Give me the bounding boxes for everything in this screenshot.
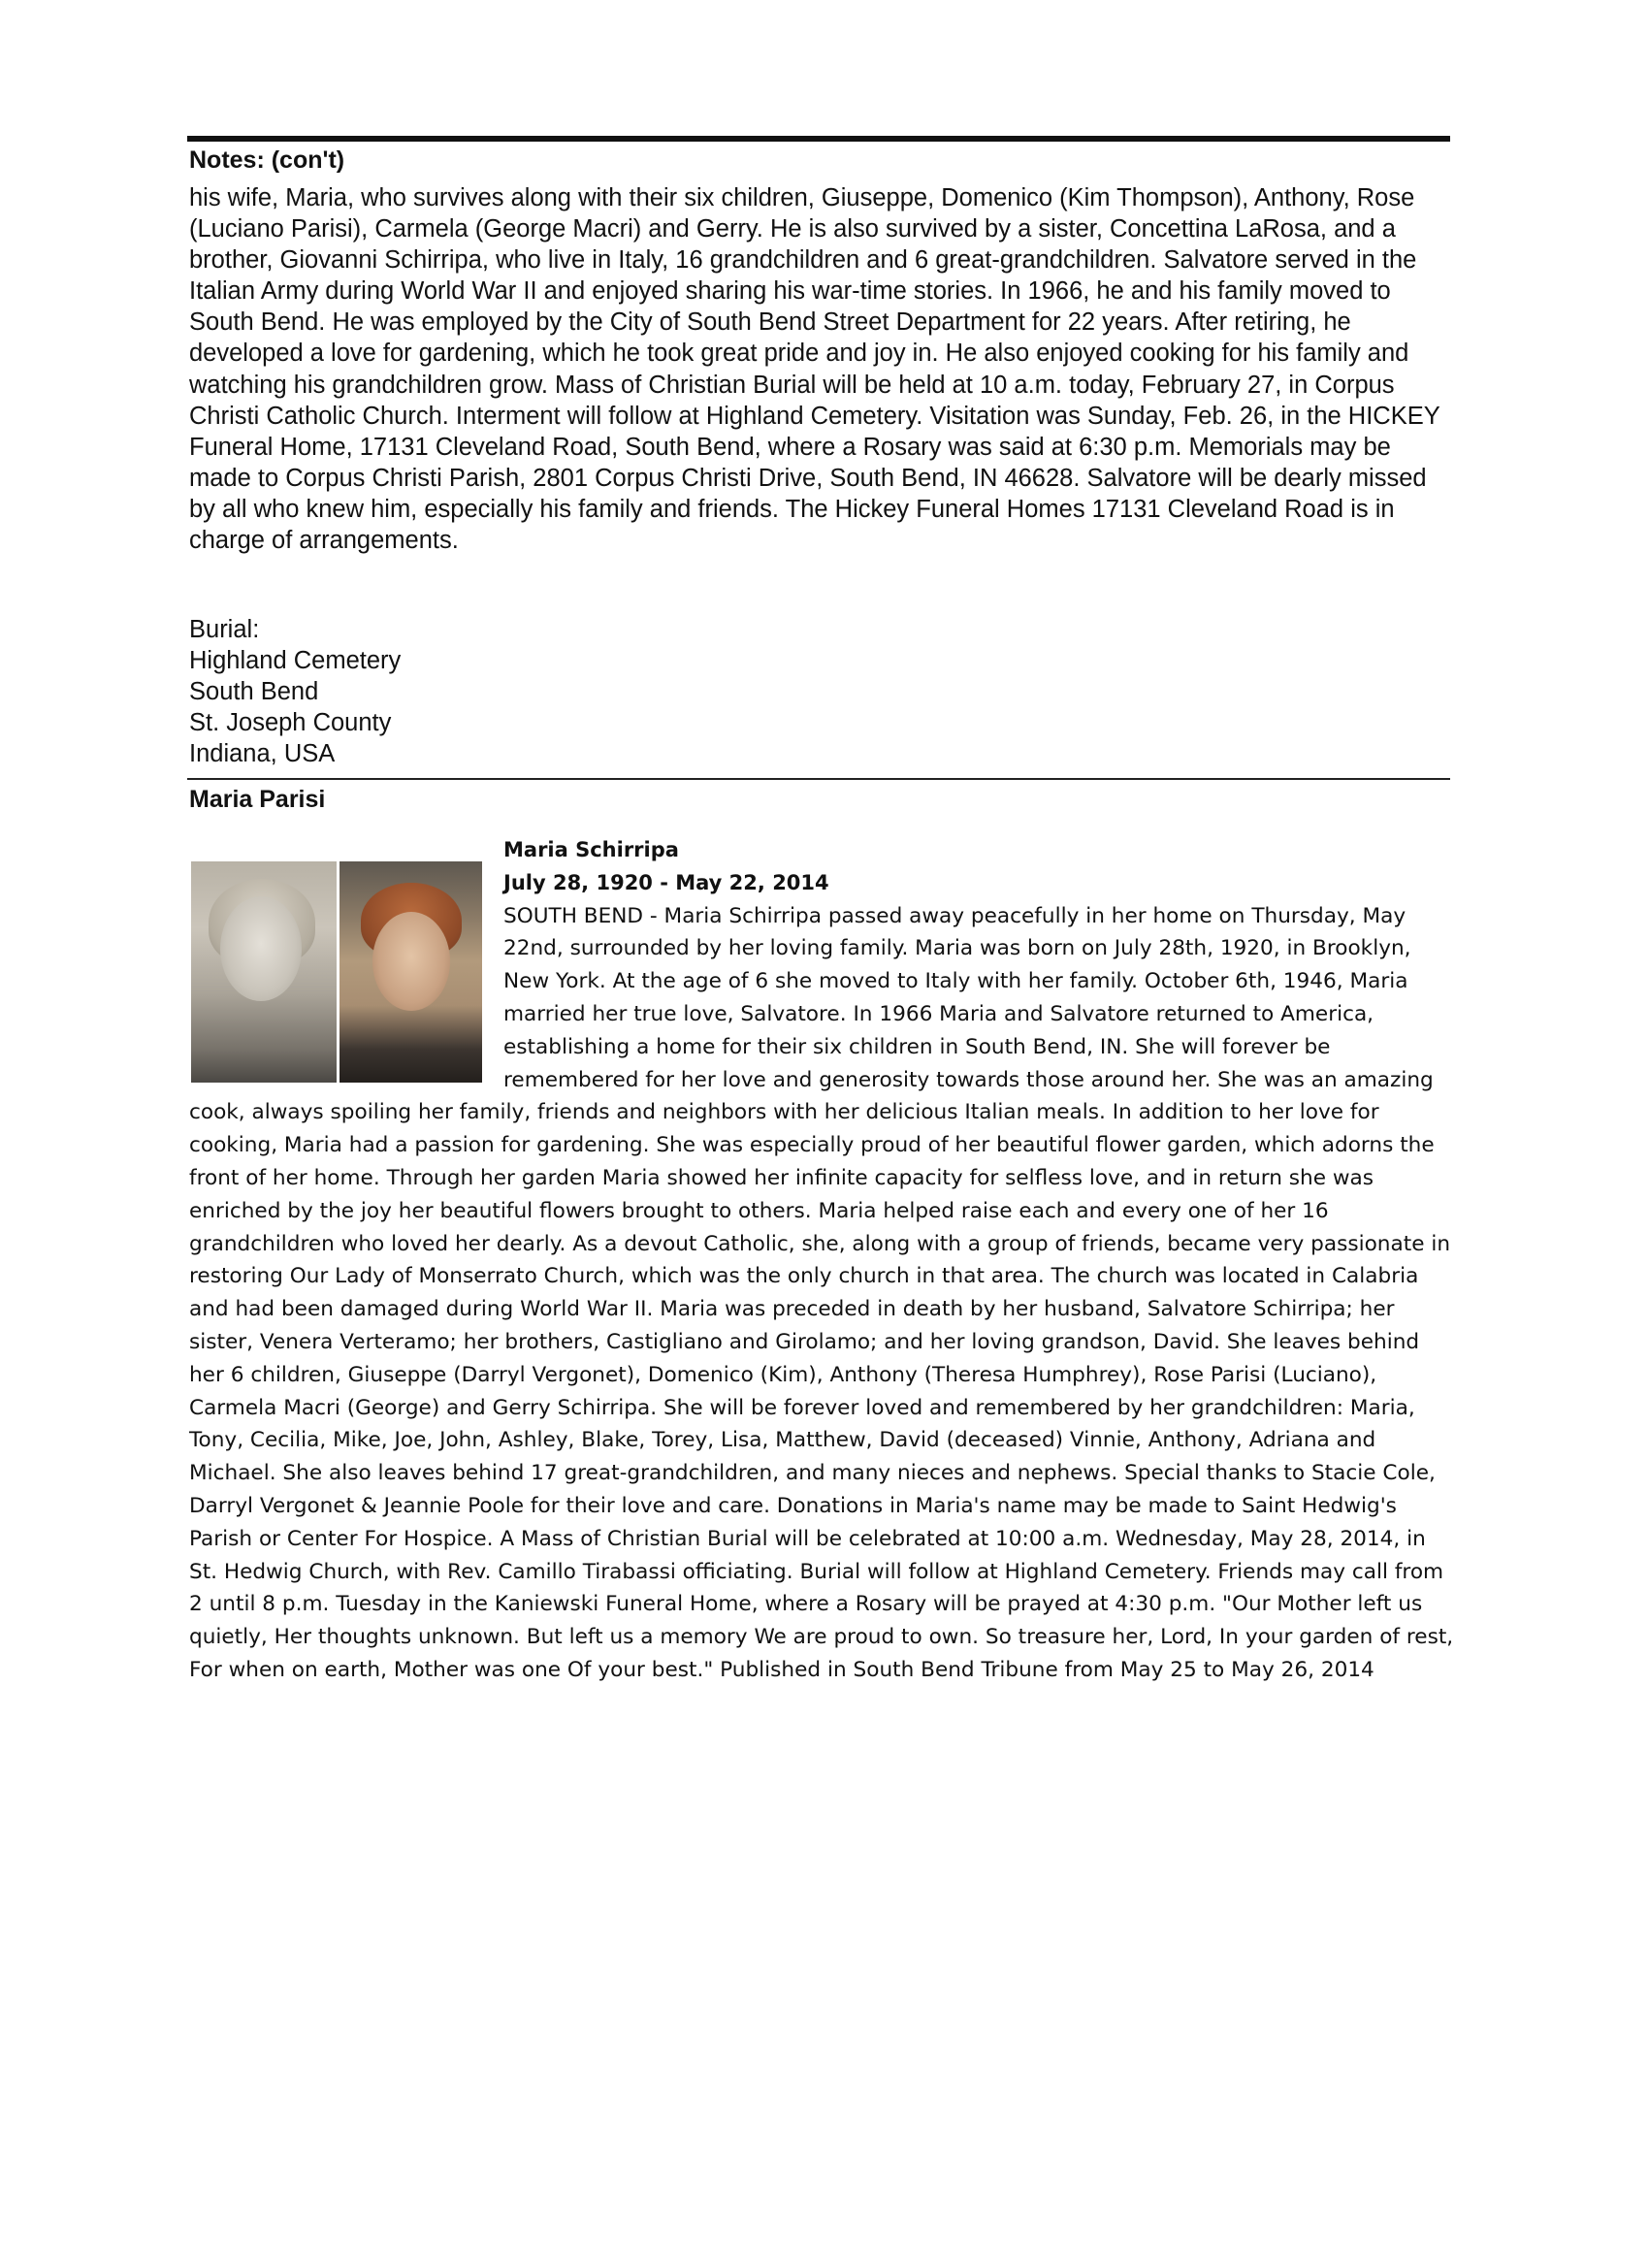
burial-cemetery: Highland Cemetery: [189, 647, 402, 674]
maria-heading: Maria Parisi: [189, 786, 326, 813]
top-divider: [187, 136, 1450, 142]
obituary-body: SOUTH BEND - Maria Schirripa passed away peacefully in her home on Thursday, May 22nd, surrounded by her loving family. Maria was born on July 28th, 1920, in Brooklyn, New York. At the age of 6 she moved to Italy with her family. October 6th, 1946, Maria married her true love, Salvatore. In 1966 Maria and Salvatore returned to America, establishing a home for their six children in South Bend, IN. She will forever be remembered for her love and generosity towards those around her. She was an amazing cook, always spoiling her family, friends and neighbors with her delicious Italian meals. In addition to her love for cooking, Maria had a passion for gardening. She was especially proud of her beautiful flower garden, which adorns the front of her home. Through her garden Maria showed her infinite capacity for selfless love, and in return she was enriched by the joy her beautiful flowers brought to others. Maria helped raise each and every one of her 16 grandchildren who loved her dearly. As a devout Catholic, she, along with a group of friends, became very passionate in restoring Our Lady of Monserrato Church, which was the only church in that area. The church was located in Calabria and had been damaged during World War II. Maria was preceded in death by her husband, Salvatore Schirripa; her sister, Venera Verteramo; her brothers, Castigliano and Girolamo; and her loving grandson, David. She leaves behind her 6 children, Giuseppe (Darryl Vergonet), Domenico (Kim), Anthony (Theresa Humphrey), Rose Parisi (Luciano), Carmela Macri (George) and Gerry Schirripa. She will be forever loved and remembered by her grandchildren: Maria, Tony, Cecilia, Mike, Joe, John, Ashley, Blake, Torey, Lisa, Matthew, David (deceased) Vinnie, Anthony, Adriana and Michael. She also leaves behind 17 great-grandchildren, and many nieces and nephews. Special thanks to Stacie Cole, Darryl Vergonet & Jeannie Poole for their love and care. Donations in Maria's name may be made to Saint Hedwig's Parish or Center For Hospice. A Mass of Christian Burial will be celebrated at 10:00 a.m. Wednesday, May 28, 2014, in St. Hedwig Church, with Rev. Camillo Tirabassi officiating. Burial will follow at Highland Cemetery. Friends may call from 2 until 8 p.m. Tuesday in the Kaniewski Funeral Home, where a Rosary will be prayed at 4:30 p.m. "Our Mother left us quietly, Her thoughts unknown. But left us a memory We are proud to own. So treasure her, Lord, In your garden of rest, For when on earth, Mother was one Of your best." Published in South Bend Tribune from May 25 to May 26, 2014: [189, 903, 1454, 1682]
section-divider: [187, 778, 1450, 780]
young-portrait-photo: [191, 861, 337, 1083]
burial-label: Burial:: [189, 616, 260, 643]
burial-county: St. Joseph County: [189, 709, 392, 736]
burial-block: [189, 614, 401, 769]
notes-heading: Notes: (con't): [189, 146, 345, 174]
obituary-dates: July 28, 1920 - May 22, 2014: [503, 870, 829, 894]
obituary-name: Maria Schirripa: [503, 838, 679, 861]
obituary-clipping: [189, 834, 1455, 1687]
burial-state: Indiana, USA: [189, 740, 336, 767]
obituary-photo: [191, 861, 482, 1083]
elderly-portrait-photo: [340, 861, 482, 1083]
burial-city: South Bend: [189, 678, 319, 705]
notes-body: his wife, Maria, who survives along with their six children, Giuseppe, Domenico (Kim Thompson), Anthony, Rose (Luciano Parisi), Carmela (George Macri) and Gerry. He is also survived by a sister, Concettina LaRosa, and a brother, Giovanni Schirripa, who live in Italy, 16 grandchildren and 6 great-grandchildren. Salvatore served in the Italian Army during World War II and enjoyed sharing his war-time stories. In 1966, he and his family moved to South Bend. He was employed by the City of South Bend Street Department for 22 years. After retiring, he developed a love for gardening, which he took great pride and joy in. He also enjoyed cooking for his family and watching his grandchildren grow. Mass of Christian Burial will be held at 10 a.m. today, February 27, in Corpus Christi Catholic Church. Interment will follow at Highland Cemetery. Visitation was Sunday, Feb. 26, in the HICKEY Funeral Home, 17131 Cleveland Road, South Bend, where a Rosary was said at 6:30 p.m. Memorials may be made to Corpus Christi Parish, 2801 Corpus Christi Drive, South Bend, IN 46628. Salvatore will be dearly missed by all who knew him, especially his family and friends. The Hickey Funeral Homes 17131 Cleveland Road is in charge of arrangements.: [189, 184, 1440, 555]
